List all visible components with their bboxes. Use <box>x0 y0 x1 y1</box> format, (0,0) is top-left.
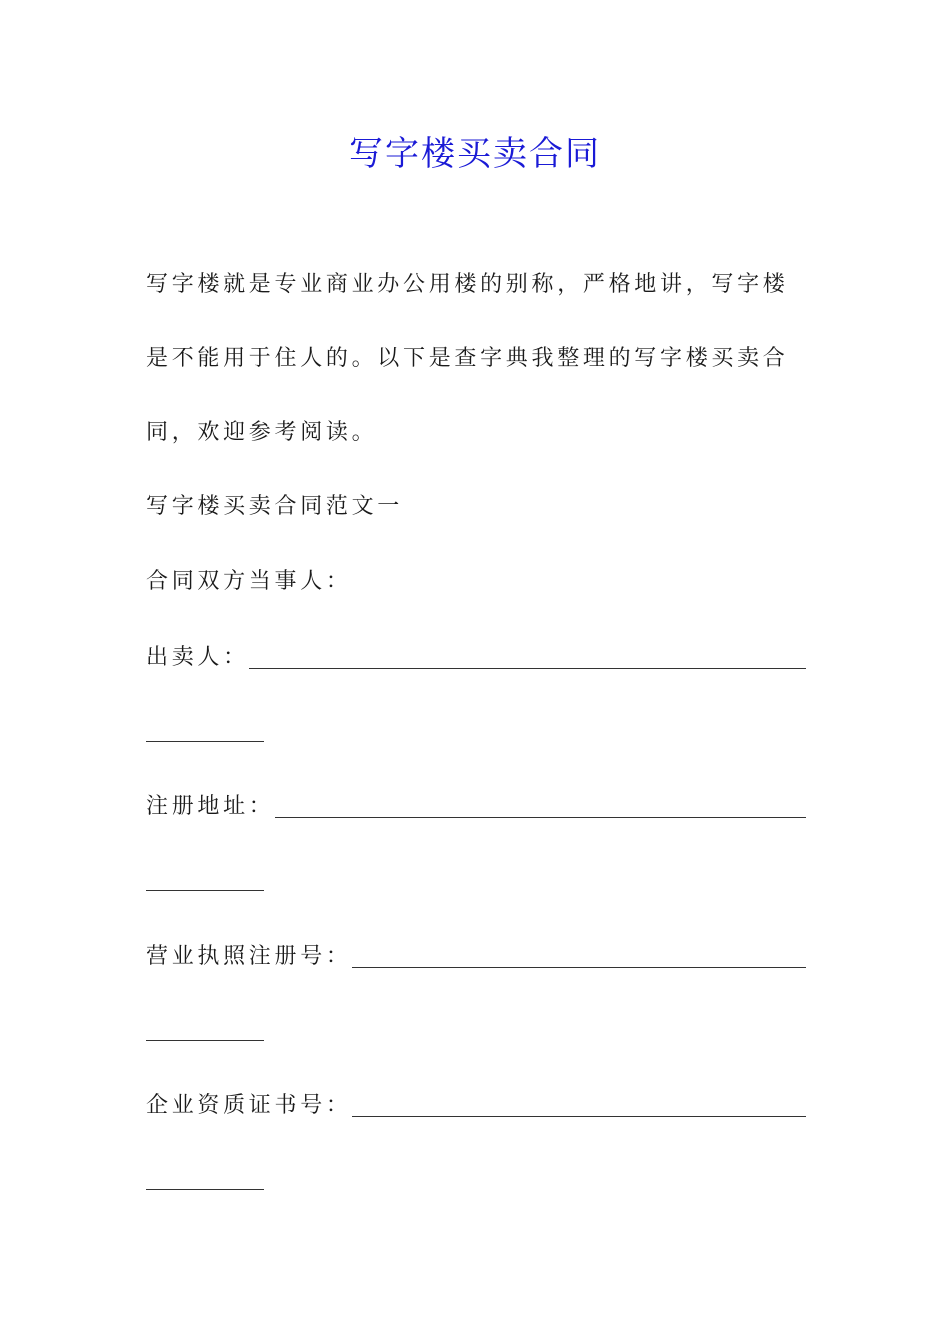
section-heading: 写字楼买卖合同范文一 <box>146 494 404 519</box>
business-license-label: 营业执照注册号： <box>146 944 352 969</box>
registered-address-label: 注册地址： <box>146 794 275 819</box>
seller-blank-line <box>249 668 806 669</box>
registered-address-blank-continuation <box>146 890 264 891</box>
business-license-field <box>146 942 806 972</box>
registered-address-field <box>146 792 806 822</box>
business-license-blank-continuation <box>146 1040 264 1041</box>
qualification-cert-field <box>146 1091 806 1121</box>
intro-paragraph: 写字楼就是专业商业办公用楼的别称，严格地讲，写字楼是不能用于住人的。以下是查字典我整理的写字楼买卖合同，欢迎参考阅读。 <box>146 272 789 445</box>
registered-address-blank-line <box>275 817 806 818</box>
seller-field <box>146 643 806 673</box>
seller-label: 出卖人： <box>146 645 249 670</box>
document-title: 写字楼买卖合同 <box>349 134 601 174</box>
qualification-cert-blank-continuation <box>146 1189 264 1190</box>
qualification-cert-blank-line <box>352 1116 806 1117</box>
qualification-cert-label: 企业资质证书号： <box>146 1093 352 1118</box>
seller-blank-continuation <box>146 741 264 742</box>
business-license-blank-line <box>352 967 806 968</box>
parties-heading: 合同双方当事人： <box>146 569 352 594</box>
